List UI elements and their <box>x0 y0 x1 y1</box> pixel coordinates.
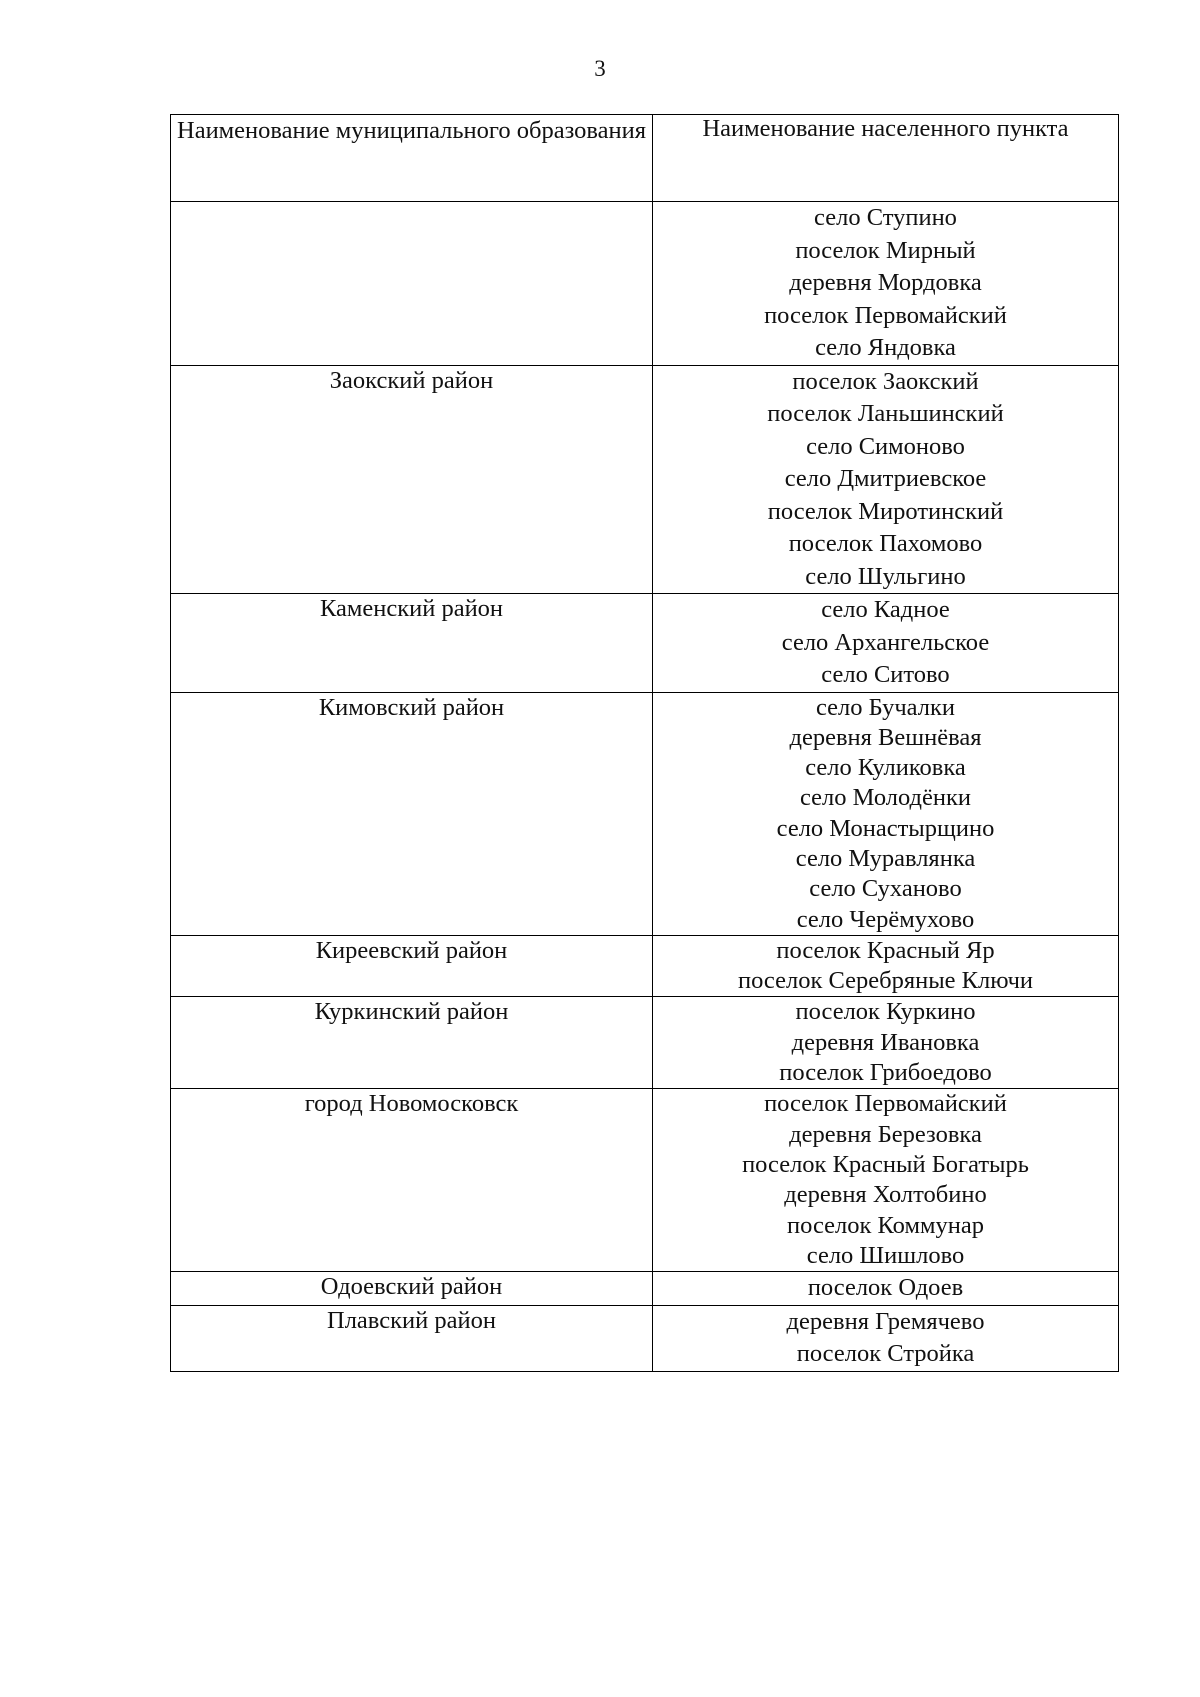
table-row <box>171 365 1119 594</box>
settlement-name: село Ситово <box>821 661 950 688</box>
settlement-name: село Куликовка <box>805 754 966 782</box>
settlement-name: поселок Мирный <box>795 236 976 264</box>
settlements-cell <box>653 1089 1119 1272</box>
municipality-cell: Куркинский район <box>171 997 653 1089</box>
table-row <box>171 935 1119 997</box>
settlements-cell <box>653 202 1119 366</box>
settlement-name: поселок Пахомово <box>788 530 983 557</box>
municipality-cell: город Новомосковск <box>171 1089 653 1272</box>
settlement-name: поселок Одоев <box>807 1274 964 1302</box>
settlement-name: поселок Коммунар <box>787 1211 984 1239</box>
settlements-cell <box>653 1272 1119 1306</box>
settlement-name: деревня Мордовка <box>789 269 982 296</box>
municipality-cell: Каменский район <box>171 594 653 693</box>
municipality-cell: Одоевский район <box>171 1272 653 1306</box>
settlements-cell <box>653 594 1119 693</box>
settlement-name: поселок Первомайский <box>764 1090 1007 1118</box>
table-row <box>171 202 1119 366</box>
municipality-cell: Кимовский район <box>171 692 653 935</box>
table-row <box>171 692 1119 935</box>
settlement-name: поселок Заокский <box>792 367 979 395</box>
municipality-cell: Плавский район <box>171 1305 653 1371</box>
settlement-name: поселок Серебряные Ключи <box>737 967 1034 995</box>
settlement-name: село Кадное <box>821 596 950 623</box>
settlements-cell <box>653 997 1119 1089</box>
settlement-name: село Яндовка <box>815 334 956 361</box>
settlement-name: деревня Холтобино <box>784 1181 987 1209</box>
table-row <box>171 1272 1119 1306</box>
municipality-cell <box>171 202 653 366</box>
municipality-cell: Заокский район <box>171 365 653 594</box>
settlement-name: поселок Красный Богатырь <box>742 1150 1029 1178</box>
settlements-cell <box>653 935 1119 997</box>
settlement-name: поселок Первомайский <box>764 301 1007 329</box>
settlement-name: село Шульгино <box>805 562 966 590</box>
settlement-name: поселок Грибоедово <box>779 1059 992 1087</box>
settlement-name: село Молодёнки <box>800 784 971 812</box>
header-settlement: Наименование населенного пункта <box>653 115 1119 202</box>
settlement-name: село Монастырщино <box>776 814 995 842</box>
settlements-cell <box>653 692 1119 935</box>
settlement-name: село Симоново <box>806 432 965 460</box>
table-row <box>171 594 1119 693</box>
settlement-name: поселок Красный Яр <box>776 936 995 964</box>
table-row <box>171 1089 1119 1272</box>
settlement-name: деревня Гремячево <box>786 1307 985 1335</box>
header-municipality: Наименование муниципального образования <box>171 115 653 202</box>
settlements-cell <box>653 365 1119 594</box>
settlement-name: деревня Ивановка <box>791 1028 980 1056</box>
settlement-name: село Суханово <box>809 875 962 903</box>
table-header-row <box>171 115 1119 202</box>
settlement-name: село Бучалки <box>815 693 955 721</box>
settlement-name: деревня Березовка <box>789 1120 982 1148</box>
settlement-name: село Черёмухово <box>796 905 975 933</box>
settlement-name: село Архангельское <box>781 628 990 656</box>
settlement-name: село Шишлово <box>806 1241 965 1269</box>
municipality-cell: Киреевский район <box>171 935 653 997</box>
table-row <box>171 1305 1119 1371</box>
page-number: 3 <box>594 56 606 81</box>
settlement-name: поселок Миротинский <box>767 497 1004 525</box>
settlements-table <box>170 114 1119 1372</box>
settlement-name: поселок Стройка <box>796 1340 975 1368</box>
settlement-name: село Ступино <box>814 204 957 231</box>
settlement-name: поселок Ланьшинский <box>767 400 1004 427</box>
settlement-name: поселок Куркино <box>795 998 976 1026</box>
table-row <box>171 997 1119 1089</box>
settlements-cell <box>653 1305 1119 1371</box>
settlement-name: деревня Вешнёвая <box>789 723 982 751</box>
settlement-name: село Муравлянка <box>795 844 976 872</box>
settlement-name: село Дмитриевское <box>784 465 987 492</box>
